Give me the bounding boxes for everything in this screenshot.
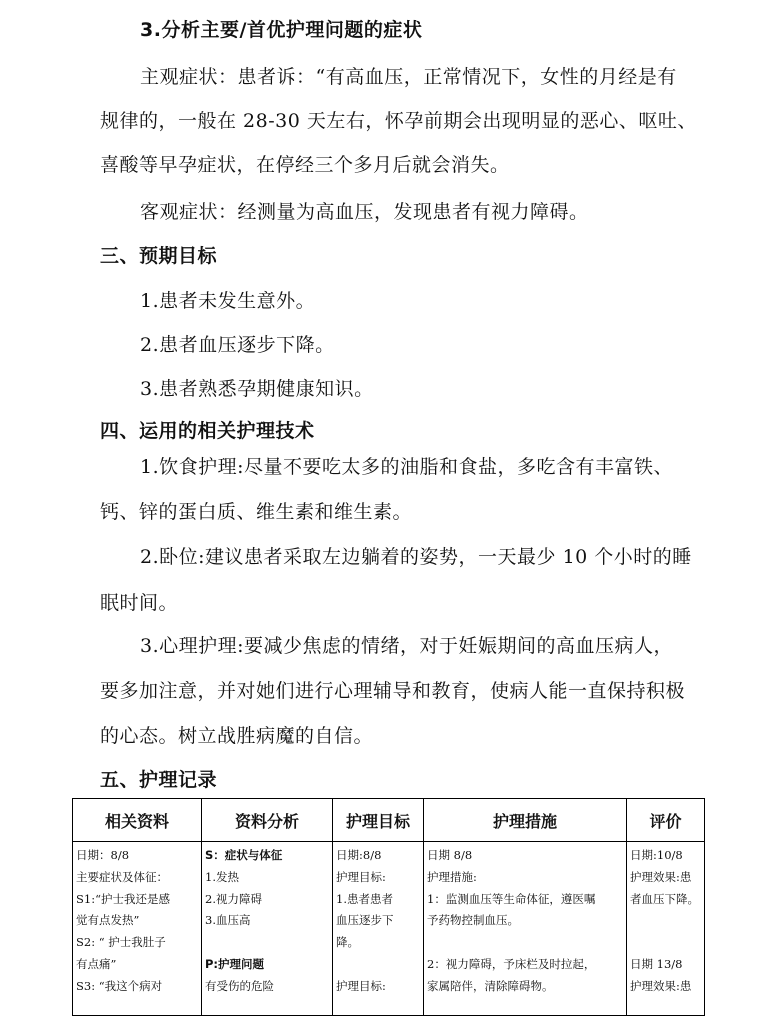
cell-line: 家属陪伴，清除障碍物。 [427,978,554,993]
subjective-line-2: 规律的，一般在 28-30 天左右，怀孕前期会出现明显的恶心、呕吐、 [100,110,697,132]
diet-line-1: 1.饮食护理:尽量不要吃太多的油脂和食盐，多吃含有丰富铁、 [140,456,674,478]
cell-line: S2: “ 护士我肚子 [76,935,166,950]
records-heading: 五、护理记录 [100,769,218,791]
cell-line: 2：视力障碍，予床栏及时拉起， [427,956,596,971]
cell-line: 1.患者患者 [336,891,393,906]
subjective-line-1: 主观症状：患者诉：“有高血压，正常情况下，女性的月经是有 [140,66,677,88]
cell-line: 护理效果:患 [630,978,692,993]
cell-line: 日期 8/8 [427,848,473,862]
cell-line: 护理目标: [336,869,386,884]
subjective-line-3: 喜酸等早孕症状，在停经三个多月后就会消失。 [100,154,510,176]
cell-line: 护理目标: [336,978,386,993]
position-line-1: 2.卧位:建议患者采取左边躺着的姿势，一天最少 10 个小时的睡 [140,546,692,568]
psych-line-3: 的心态。树立战胜病魔的自信。 [100,725,374,747]
cell-line: 觉有点发热” [76,913,140,928]
goal-item-3: 3.患者熟悉孕期健康知识。 [140,378,374,400]
cell-line [427,932,623,954]
techniques-heading: 四、运用的相关护理技术 [100,420,315,442]
cell-line: 2.视力障碍 [205,891,262,906]
column-header: 护理目标 [333,799,424,842]
cell-line: 有受伤的危险 [205,978,274,993]
cell-line: 1：监测血压等生命体征，遵医嘱 [427,891,596,906]
cell-line: 日期:10/8 [630,848,683,862]
position-line-2: 眠时间。 [100,592,179,614]
related-data-cell [73,842,202,1016]
cell-line [336,954,420,976]
nursing-goal-cell [333,842,424,1016]
cell-line: 有点痛” [76,956,117,971]
cell-line: P:护理问题 [205,956,265,971]
cell-line: S3: “我这个病对 [76,978,163,993]
column-header: 护理措施 [424,799,627,842]
cell-line: 者血压下降。 [630,891,699,906]
goal-item-2: 2.患者血压逐步下降。 [140,334,335,356]
column-header: 相关资料 [73,799,202,842]
cell-line: 予药物控制血压。 [427,913,519,928]
cell-line [630,910,701,932]
cell-line [630,932,701,954]
diet-line-2: 钙、锌的蛋白质、维生素和维生素。 [100,501,413,523]
nursing-record-table [72,798,705,1016]
objective-symptoms: 客观症状：经测量为高血压，发现患者有视力障碍。 [140,201,589,223]
nursing-measures-cell [424,842,627,1016]
cell-line: 降。 [336,935,359,950]
psych-line-2: 要多加注意，并对她们进行心理辅导和教育，使病人能一直保持积极 [100,680,686,702]
cell-line: S：症状与体征 [205,848,283,862]
data-analysis-cell [202,842,333,1016]
goal-item-1: 1.患者未发生意外。 [140,290,316,312]
evaluation-cell [627,842,705,1016]
cell-line: 主要症状及体征： [76,869,168,884]
psych-line-1: 3.心理护理:要减少焦虑的情绪，对于妊娠期间的高血压病人， [140,635,674,657]
cell-line: 护理效果:患 [630,869,692,884]
column-header: 评价 [627,799,705,842]
table-header-row [73,799,705,842]
cell-line: 日期:8/8 [336,848,382,862]
goals-heading: 三、预期目标 [100,245,218,267]
cell-line: 3.血压高 [205,913,251,928]
section-3-heading: 3.分析主要/首优护理问题的症状 [140,19,423,41]
table-row [73,842,705,1016]
cell-line: S1:“护士我还是感 [76,891,170,906]
cell-line: 日期：8/8 [76,848,130,862]
cell-line: 护理措施: [427,869,477,884]
column-header: 资料分析 [202,799,333,842]
cell-line: 日期 13/8 [630,956,683,971]
cell-line: 1.发热 [205,869,239,884]
cell-line [205,932,329,954]
cell-line: 血压逐步下 [336,913,394,928]
